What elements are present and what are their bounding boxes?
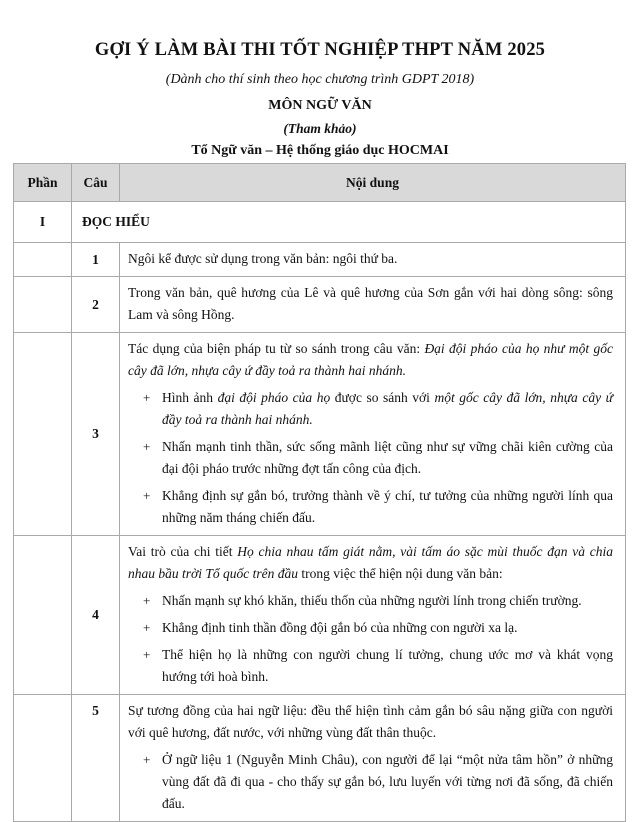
plus-bullet-icon: + [143,620,151,635]
list-item: + Ở ngữ liệu 1 (Nguyễn Minh Châu), con người để lại “một nửa tâm hồn” ở những vùng đất đã đi qua - cho thấy sự gắn bó, lưu luyến với từng nơi đã sống, đã chiến đấu. [128,749,613,815]
document-title: GỢI Ý LÀM BÀI THI TỐT NGHIỆP THPT NĂM 2025 [94,40,546,60]
bullet-list [128,590,613,688]
list-item: + Nhấn mạnh sự khó khăn, thiếu thốn của những người lính trong chiến trường. [128,590,613,612]
table-row [14,243,626,277]
list-item: + Thể hiện họ là những con người chung lí tưởng, chung ước mơ và khát vọng hướng tới hoà bình. [128,644,613,688]
list-item: + Khẳng định tinh thần đồng đội gắn bó của những con người xa lạ. [128,617,613,639]
column-header-part: Phần [14,164,72,202]
question-number: 4 [72,536,120,695]
answer-text: Trong văn bản, quê hương của Lê và quê hương của Sơn gắn với hai dòng sông: sông Lam và sông Hồng. [120,277,626,333]
question-number: 1 [72,243,120,277]
question-number: 2 [72,277,120,333]
section-label: ĐỌC HIỂU [72,202,626,243]
section-row [14,202,626,243]
bullet-list [128,749,613,815]
list-item: + Khẳng định sự gắn bó, trưởng thành về ý chí, tư tưởng của những người lính qua những năm tháng chiến đấu. [128,485,613,529]
answer-table [13,163,626,822]
table-header-row [14,164,626,202]
table-row [14,536,626,695]
table-row [14,333,626,536]
answer-content [120,536,626,695]
part-cell [14,695,72,822]
answer-text: Ngôi kể được sử dụng trong văn bản: ngôi thứ ba. [120,243,626,277]
answer-content [120,333,626,536]
column-header-question: Câu [72,164,120,202]
answer-intro: Vai trò của chi tiết Họ chia nhau tấm giát nằm, vài tấm áo sặc mùi thuốc đạn và chia nhau bầu trời Tổ quốc trên đầu trong việc thể hiện nội dung văn bản: [128,544,613,581]
plus-bullet-icon: + [143,439,151,454]
quoted-sentence: Đại đội pháo của họ như một gốc cây đã lớn, nhựa cây ứ đầy toả ra thành hai nhánh. [128,341,613,378]
document-subtitle: (Dành cho thí sinh theo học chương trình GDPT 2018) [165,72,475,87]
reference-note: (Tham khảo) [283,121,357,136]
plus-bullet-icon: + [143,488,151,503]
answer-intro: Sự tương đồng của hai ngữ liệu: đều thể hiện tình cảm gắn bó sâu nặng giữa con người với quê hương, đất nước, với những vùng đất thân thuộc. [128,703,613,740]
part-cell [14,536,72,695]
subject-heading: MÔN NGỮ VĂN [268,98,372,113]
column-header-content: Nội dung [120,164,626,202]
bullet-list [128,387,613,529]
question-number: 5 [72,695,120,822]
question-number: 3 [72,333,120,536]
table-row [14,695,626,822]
author-team: Tổ Ngữ văn – Hệ thống giáo dục HOCMAI [191,143,449,158]
list-item: + Hình ảnh đại đội pháo của họ được so sánh với một gốc cây đã lớn, nhựa cây ứ đầy toả ra thành hai nhánh. [128,387,613,431]
quoted-detail: Họ chia nhau tấm giát nằm, vài tấm áo sặc mùi thuốc đạn và chia nhau bầu trời Tổ quốc trên đầu [128,544,613,581]
part-cell [14,277,72,333]
list-item: + Nhấn mạnh tinh thần, sức sống mãnh liệt cũng như sự vững chãi kiên cường của đại đội pháo trước những đợt tấn công của địch. [128,436,613,480]
plus-bullet-icon: + [143,752,151,767]
section-number: I [14,202,72,243]
plus-bullet-icon: + [143,593,151,608]
answer-content [120,695,626,822]
plus-bullet-icon: + [143,647,151,662]
answer-intro: Tác dụng của biện pháp tu từ so sánh trong câu văn: Đại đội pháo của họ như một gốc cây đã lớn, nhựa cây ứ đầy toả ra thành hai nhánh. [128,341,613,378]
part-cell [14,243,72,277]
plus-bullet-icon: + [143,390,151,405]
table-row [14,277,626,333]
part-cell [14,333,72,536]
